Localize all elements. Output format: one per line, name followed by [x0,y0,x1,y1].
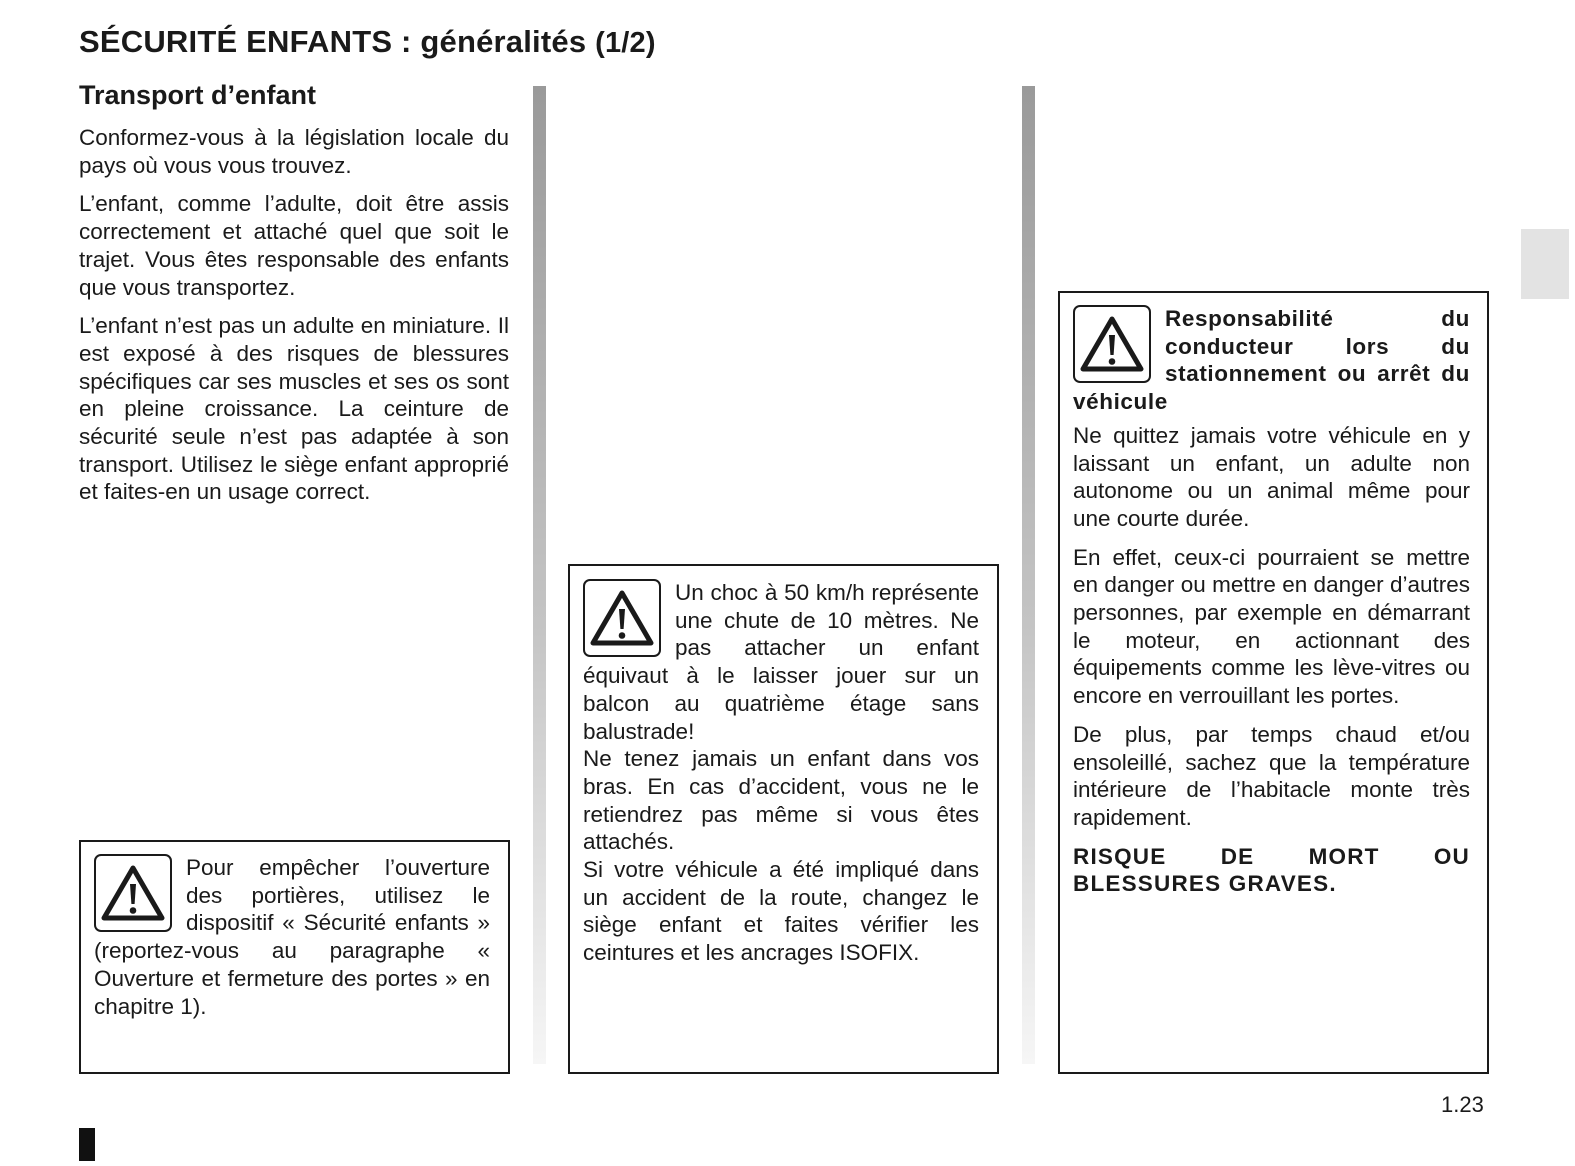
warning-box-driver-responsibility [1058,291,1489,1074]
warning-box-child-lock [79,840,510,1074]
chapter-tab-marker [1521,229,1569,299]
page-title-part: (1/2) [595,27,656,59]
warning-triangle-icon [583,579,661,657]
column-divider-right [1022,86,1035,1064]
impact-text: Un choc à 50 km/h représente une chute de 10 mètres. Ne pas attacher un enfant équivaut à le laisser jouer sur un balcon au quatrième étage sans balustrade! [583,580,979,744]
warning-triangle-icon [1073,305,1151,383]
page-title-main: SÉCURITÉ ENFANTS : généralités [79,24,587,59]
temperature-text: De plus, par temps chaud et/ou ensoleillé, sachez que la température intérieure de l’habitacle monte très rapidement. [1073,721,1470,830]
isofix-text: Si votre véhicule a été impliqué dans un accident de la route, changez le siège enfant et faites vérifier les ceintures et les ancrages ISOFIX. [583,857,979,966]
corner-marker [79,1128,95,1161]
driver-responsibility-heading: Responsabilité du conducteur lors du stationnement ou arrêt du véhicule [1073,306,1470,415]
left-column-text [79,124,509,517]
page-title [79,24,656,60]
arms-text: Ne tenez jamais un enfant dans vos bras. En cas d’accident, vous ne le retiendrez pas même si vous êtes attachés. [583,746,979,855]
warning-box-impact [568,564,999,1074]
paragraph-legislation: Conformez-vous à la législation locale du pays où vous vous trouvez. [79,125,509,178]
section-title: Transport d’enfant [79,80,317,110]
paragraph-child-not-adult: L’enfant n’est pas un adulte en miniature. Il est exposé à des risques de blessures spécifiques car ses muscles et ses os sont en pleine croissance. La ceinture de sécurité seule n’est pas adaptée à son transport. Utilisez le siège enfant approprié et faites-en un usage correct. [79,313,509,505]
paragraph-seated-correctly: L’enfant, comme l’adulte, doit être assis correctement et attaché quel que soit le trajet. Vous êtes responsable des enfants que vous transportez. [79,191,509,300]
risk-warning: RISQUE DE MORT OU BLESSURES GRAVES. [1073,843,1470,897]
page-number: 1.23 [1441,1092,1484,1117]
never-leave-text: Ne quittez jamais votre véhicule en y laissant un enfant, un adulte non autonome ou un animal même pour une courte durée. [1073,422,1470,531]
warning-triangle-icon [94,854,172,932]
danger-text: En effet, ceux-ci pourraient se mettre en danger ou mettre en danger d’autres personnes, par exemple en démarrant le moteur, en actionnant des équipements comme les lève-vitres ou encore en verrouillant les portes. [1073,544,1470,709]
column-divider-left [533,86,546,1064]
child-lock-text: Pour empêcher l’ouverture des portières, utilisez le dispositif « Sécurité enfants » (reportez-vous au paragraphe « Ouverture et fermeture des portes » en chapitre 1). [94,855,490,1019]
